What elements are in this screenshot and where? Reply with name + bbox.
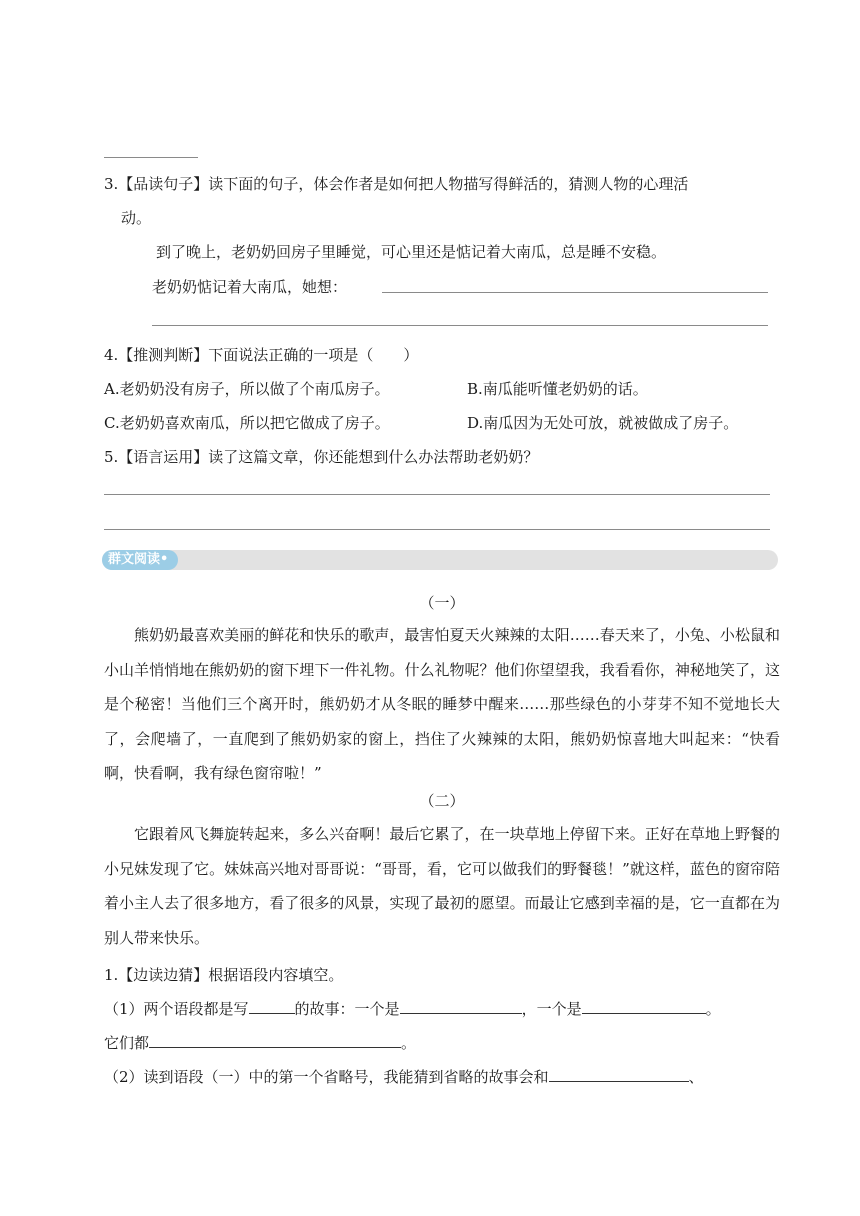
qb1-title: 1.【边读边猜】根据语段内容填空。 (104, 966, 344, 984)
passage2-text: 它跟着风飞舞旋转起来，多么兴奋啊！最后它累了，在一块草地上停留下来。正好在草地上野餐的小兄妹发现了它。妹妹高兴地对哥哥说：“哥哥，看，它可以做我们的野餐毯！”就这样，蓝色的窗帘陪着小主人去了很多地方，看了很多的风景，实现了最初的愿望。而最让它感到幸福的是，它一直都在为别人带来快乐。 (104, 825, 780, 947)
qb1-sub1-text-c: ，一个是 (521, 1000, 582, 1018)
passage1-text: 熊奶奶最喜欢美丽的鲜花和快乐的歌声，最害怕夏天火辣辣的太阳……春天来了，小兔、小松鼠和小山羊悄悄地在熊奶奶的窗下埋下一件礼物。什么礼物呢？他们你望望我，我看看你，神秘地笑了，这是个秘密！当他们三个离开时，熊奶奶才从冬眠的睡梦中醒来……那些绿色的小芽芽不知不觉地长大了，会爬墙了，一直爬到了熊奶奶家的窗上，挡住了火辣辣的太阳，熊奶奶惊喜地大叫起来：“快看啊，快看啊，我有绿色窗帘啦！” (104, 626, 780, 782)
qb1-blank-5[interactable] (549, 1067, 689, 1082)
qb1-sub2-text-b: 、 (688, 1068, 704, 1086)
q5-title: 5.【语言运用】读了这篇文章，你还能想到什么办法帮助老奶奶？ (104, 448, 539, 466)
qb1-sub1-line (104, 998, 721, 1019)
q5-answer-line-1[interactable] (104, 494, 770, 495)
passage1-heading: （一） (419, 594, 465, 612)
qb1-blank-1[interactable] (249, 999, 295, 1014)
q3-prompt: 老奶奶惦记着大南瓜，她想： (152, 278, 348, 296)
qb1-sub1-text-d: 。 (705, 1000, 721, 1018)
q3-title-cont: 动。 (121, 209, 152, 227)
qb1-sub1-text-a: （1）两个语段都是写 (104, 1000, 249, 1018)
q5-answer-line-2[interactable] (104, 529, 770, 530)
qb1-sub1-line2 (104, 1032, 416, 1053)
q4-title: 4.【推测判断】下面说法正确的一项是（ ） (104, 346, 419, 364)
q3-answer-line-2[interactable] (152, 325, 768, 326)
q4-option-d[interactable]: D.南瓜因为无处可放，就被做成了房子。 (467, 414, 739, 432)
qb1-blank-2[interactable] (400, 999, 522, 1014)
qb1-blank-4[interactable] (149, 1033, 401, 1048)
q3-title: 3.【品读句子】读下面的句子，体会作者是如何把人物描写得鲜活的，猜测人物的心理活 (104, 175, 689, 193)
passage2-heading: （二） (419, 792, 465, 810)
section-banner-label: 群文阅读• (102, 550, 178, 570)
q3-answer-line-1[interactable] (382, 292, 768, 293)
qb1-sub2-line (104, 1066, 704, 1087)
q3-quote: 到了晚上，老奶奶回房子里睡觉，可心里还是惦记着大南瓜，总是睡不安稳。 (156, 243, 667, 261)
qb1-sub1-text-f: 。 (401, 1034, 417, 1052)
top-divider (104, 157, 198, 158)
qb1-sub2-text-a: （2）读到语段（一）中的第一个省略号，我能猜到省略的故事会和 (104, 1068, 549, 1086)
qb1-sub1-text-b: 的故事：一个是 (294, 1000, 400, 1018)
q4-option-c[interactable]: C.老奶奶喜欢南瓜，所以把它做成了房子。 (104, 414, 390, 432)
q4-option-b[interactable]: B.南瓜能听懂老奶奶的话。 (467, 380, 648, 398)
qb1-sub1-text-e: 它们都 (104, 1034, 150, 1052)
qb1-blank-3[interactable] (582, 999, 706, 1014)
q4-option-a[interactable]: A.老奶奶没有房子，所以做了个南瓜房子。 (104, 380, 390, 398)
section-banner (102, 550, 778, 570)
